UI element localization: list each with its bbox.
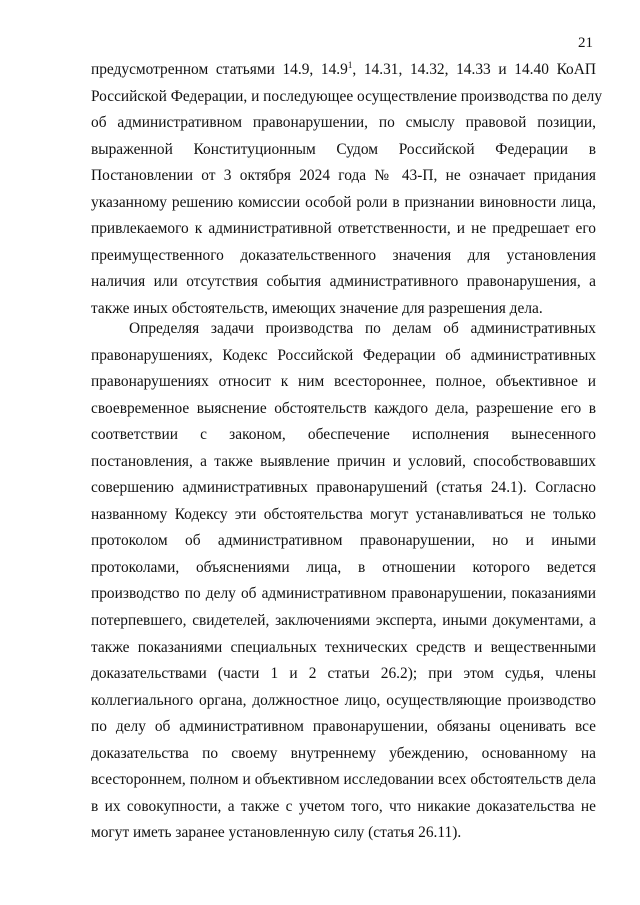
text-line: названному Кодексу эти обстоятельства могут устанавливаться не только bbox=[91, 505, 596, 523]
text-line: выраженной Конституционным Судом Российской Федерации в bbox=[91, 140, 596, 158]
text-line: правонарушениях, Кодекс Российской Федерации об административных bbox=[91, 346, 596, 364]
text-line: потерпевшего, свидетелей, заключениями эксперта, иными документами, а bbox=[91, 612, 596, 630]
text-line-part: предусмотренном статьями 14.9, 14.9 bbox=[91, 61, 348, 78]
text-line: могут иметь заранее установленную силу (статья 26.11). bbox=[91, 824, 462, 842]
text-line: указанному решению комиссии особой роли в признании виновности лица, bbox=[91, 193, 596, 211]
text-line: Определяя задачи производства по делам об административных bbox=[129, 320, 596, 337]
paragraph-continuation bbox=[91, 57, 603, 322]
page-number: 21 bbox=[578, 35, 593, 51]
text-line-part: , 14.31, 14.32, 14.33 и 14.40 КоАП bbox=[352, 61, 596, 78]
text-line: совершению административных правонарушений (статья 24.1). Согласно bbox=[91, 479, 596, 497]
text-line: коллегиального органа, должностное лицо, осуществляющие производство bbox=[91, 691, 596, 709]
superscript-index: 1 bbox=[347, 60, 353, 70]
text-line: преимущественного доказательственного значения для установления bbox=[91, 246, 596, 264]
text-line: своевременное выяснение обстоятельств каждого дела, разрешение его в bbox=[91, 399, 596, 417]
text-line: по делу об административном правонарушении, обязаны оценивать все bbox=[91, 718, 596, 736]
text-line bbox=[91, 57, 596, 84]
text-line: постановления, а также выявление причин и условий, способствовавших bbox=[91, 452, 596, 470]
text-line: правонарушениях относит к ним всестороннее, полное, объективное и bbox=[91, 373, 596, 391]
text-line: производство по делу об административном правонарушении, показаниями bbox=[91, 585, 596, 603]
text-line: наличия или отсутствия события административного правонарушения, а bbox=[91, 273, 596, 291]
paragraph-tasks-of-proceedings bbox=[91, 316, 596, 847]
text-line: Постановлении от 3 октября 2024 года № 43-П, не означает придания bbox=[91, 167, 596, 185]
text-line: соответствии с законом, обеспечение исполнения вынесенного bbox=[91, 426, 596, 444]
text-line: также показаниями специальных технических средств и вещественными bbox=[91, 638, 596, 656]
text-line: всестороннем, полном и объективном исследовании всех обстоятельств дела bbox=[91, 771, 596, 789]
text-line: Российской Федерации, и последующее осуществление производства по делу bbox=[91, 87, 603, 105]
text-line: в их совокупности, а также с учетом того, что никакие доказательства не bbox=[91, 797, 596, 815]
text-line: об административном правонарушении, по смыслу правовой позиции, bbox=[91, 114, 596, 132]
text-line: протоколом об административном правонарушении, но и иными bbox=[91, 532, 596, 550]
text-line: доказательства по своему внутреннему убеждению, основанному на bbox=[91, 744, 596, 762]
text-line: доказательствами (части 1 и 2 статьи 26.2); при этом судья, члены bbox=[91, 665, 596, 683]
text-line: протоколами, объяснениями лица, в отношении которого ведется bbox=[91, 558, 596, 576]
text-line: привлекаемого к административной ответственности, и не предрешает его bbox=[91, 220, 596, 238]
text-line: также иных обстоятельств, имеющих значение для разрешения дела. bbox=[91, 299, 543, 317]
